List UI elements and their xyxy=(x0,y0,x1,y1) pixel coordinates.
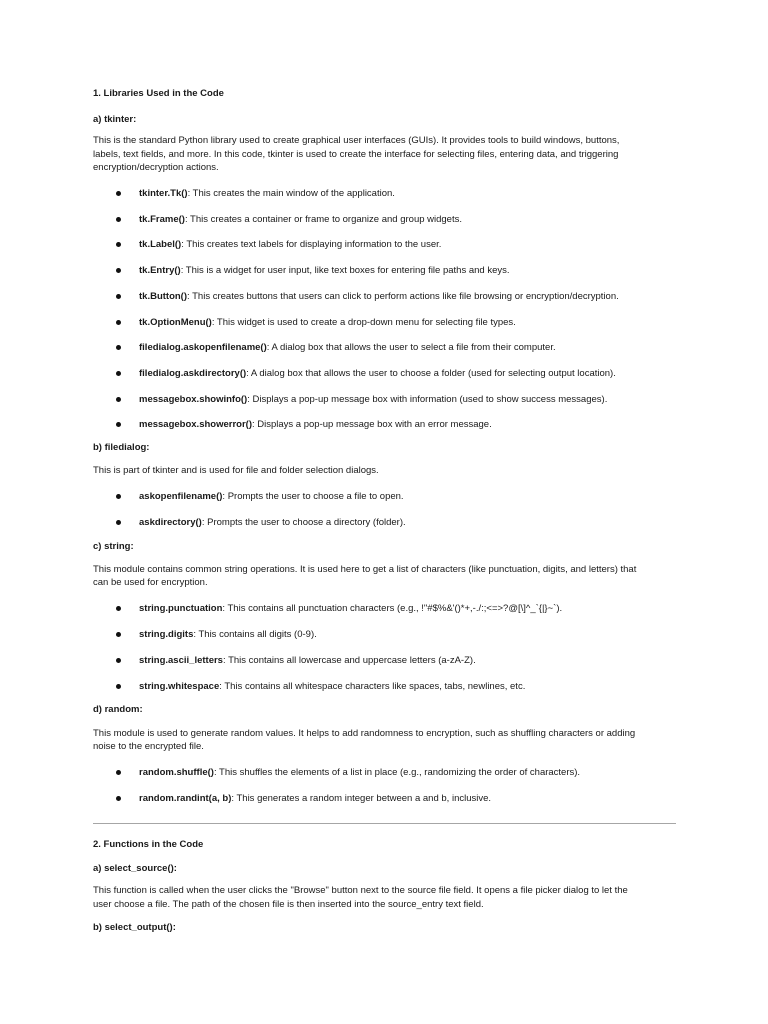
bullet-icon xyxy=(116,345,121,350)
list-item xyxy=(0,341,768,355)
section-title: 2. Functions in the Code xyxy=(93,839,204,850)
section-divider xyxy=(93,823,676,824)
subsection-heading: a) tkinter: xyxy=(93,114,137,125)
item-description: : This generates a random integer between a and b, inclusive. xyxy=(231,793,492,804)
item-description: : Prompts the user to choose a directory (folder). xyxy=(201,517,406,528)
paragraph-line: user choose a file. The path of the chosen file is then inserted into the source_entry text field. xyxy=(93,899,484,910)
list-item xyxy=(0,680,768,694)
bullet-icon xyxy=(116,320,121,325)
item-description: : Prompts the user to choose a file to open. xyxy=(222,491,404,502)
code-term: askopenfilename() xyxy=(139,491,223,502)
item-description: : This contains all punctuation characters (e.g., !"#$%&'()*+,-./:;<=>?@[\]^_`{|}~`). xyxy=(222,603,563,614)
list-item xyxy=(0,187,768,201)
paragraph-line: This module is used to generate random values. It helps to add randomness to encryption, such as shuffling characters or adding xyxy=(93,728,636,739)
paragraph-line: noise to the encrypted file. xyxy=(93,741,204,752)
paragraph-line: This function is called when the user clicks the "Browse" button next to the source file field. It opens a file picker dialog to let the xyxy=(93,885,628,896)
list-item xyxy=(0,654,768,668)
code-term: messagebox.showerror() xyxy=(139,419,252,430)
bullet-icon xyxy=(116,796,121,801)
code-term: random.randint(a, b) xyxy=(139,793,232,804)
list-item xyxy=(0,602,768,616)
bullet-icon xyxy=(116,770,121,775)
bullet-icon xyxy=(116,242,121,247)
item-description: : This creates a container or frame to organize and group widgets. xyxy=(184,214,462,225)
bullet-icon xyxy=(116,606,121,611)
paragraph-line: labels, text fields, and more. In this code, tkinter is used to create the interface for selecting files, entering data, and triggering xyxy=(93,149,619,160)
code-term: askdirectory() xyxy=(139,517,202,528)
list-item xyxy=(0,628,768,642)
list-item xyxy=(0,238,768,252)
code-term: tk.Button() xyxy=(139,291,188,302)
bullet-icon xyxy=(116,422,121,427)
item-description: : This is a widget for user input, like text boxes for entering file paths and keys. xyxy=(180,265,510,276)
item-description: : This creates text labels for displaying information to the user. xyxy=(181,239,442,250)
code-term: filedialog.askdirectory() xyxy=(139,368,247,379)
item-description: : This contains all whitespace characters like spaces, tabs, newlines, etc. xyxy=(219,681,526,692)
bullet-icon xyxy=(116,191,121,196)
subsection-heading: a) select_source(): xyxy=(93,863,177,874)
item-description: : This creates the main window of the application. xyxy=(187,188,395,199)
item-description: : This creates buttons that users can click to perform actions like file browsing or encryption/decryption. xyxy=(187,291,619,302)
item-description: : This contains all digits (0-9). xyxy=(193,629,317,640)
code-term: tk.OptionMenu() xyxy=(139,317,212,328)
code-term: tkinter.Tk() xyxy=(139,188,188,199)
subsection-heading: d) random: xyxy=(93,704,143,715)
list-item xyxy=(0,393,768,407)
code-term: filedialog.askopenfilename() xyxy=(139,342,267,353)
list-item xyxy=(0,766,768,780)
bullet-icon xyxy=(116,632,121,637)
list-item xyxy=(0,516,768,530)
item-description: : Displays a pop-up message box with an error message. xyxy=(251,419,492,430)
code-term: tk.Label() xyxy=(139,239,182,250)
list-item xyxy=(0,290,768,304)
bullet-icon xyxy=(116,658,121,663)
item-description: : A dialog box that allows the user to select a file from their computer. xyxy=(266,342,556,353)
item-description: : This shuffles the elements of a list in place (e.g., randomizing the order of characters). xyxy=(213,767,581,778)
list-item xyxy=(0,213,768,227)
paragraph-line: This module contains common string operations. It is used here to get a list of characters (like punctuation, digits, and letters) that xyxy=(93,564,637,575)
code-term: messagebox.showinfo() xyxy=(139,394,248,405)
section-title: 1. Libraries Used in the Code xyxy=(93,88,224,99)
item-description: : A dialog box that allows the user to choose a folder (used for selecting output location). xyxy=(246,368,616,379)
code-term: string.ascii_letters xyxy=(139,655,223,666)
item-description: : Displays a pop-up message box with information (used to show success messages). xyxy=(247,394,608,405)
bullet-icon xyxy=(116,520,121,525)
subsection-heading: b) select_output(): xyxy=(93,922,176,933)
bullet-icon xyxy=(116,494,121,499)
code-term: random.shuffle() xyxy=(139,767,214,778)
code-term: string.punctuation xyxy=(139,603,223,614)
list-item xyxy=(0,490,768,504)
paragraph-line: This is the standard Python library used to create graphical user interfaces (GUIs). It provides tools to build windows, buttons, xyxy=(93,135,620,146)
code-term: tk.Entry() xyxy=(139,265,181,276)
code-term: string.whitespace xyxy=(139,681,220,692)
paragraph-line: encryption/decryption actions. xyxy=(93,162,219,173)
bullet-icon xyxy=(116,371,121,376)
paragraph-line: This is part of tkinter and is used for file and folder selection dialogs. xyxy=(93,465,379,476)
bullet-icon xyxy=(116,294,121,299)
paragraph-line: can be used for encryption. xyxy=(93,577,208,588)
bullet-icon xyxy=(116,268,121,273)
list-item xyxy=(0,418,768,432)
subsection-heading: b) filedialog: xyxy=(93,442,150,453)
list-item xyxy=(0,264,768,278)
list-item xyxy=(0,792,768,806)
item-description: : This contains all lowercase and uppercase letters (a-zA-Z). xyxy=(222,655,476,666)
bullet-icon xyxy=(116,217,121,222)
list-item xyxy=(0,367,768,381)
subsection-heading: c) string: xyxy=(93,541,134,552)
bullet-icon xyxy=(116,684,121,689)
item-description: : This widget is used to create a drop-down menu for selecting file types. xyxy=(211,317,516,328)
code-term: string.digits xyxy=(139,629,194,640)
list-item xyxy=(0,316,768,330)
code-term: tk.Frame() xyxy=(139,214,185,225)
bullet-icon xyxy=(116,397,121,402)
